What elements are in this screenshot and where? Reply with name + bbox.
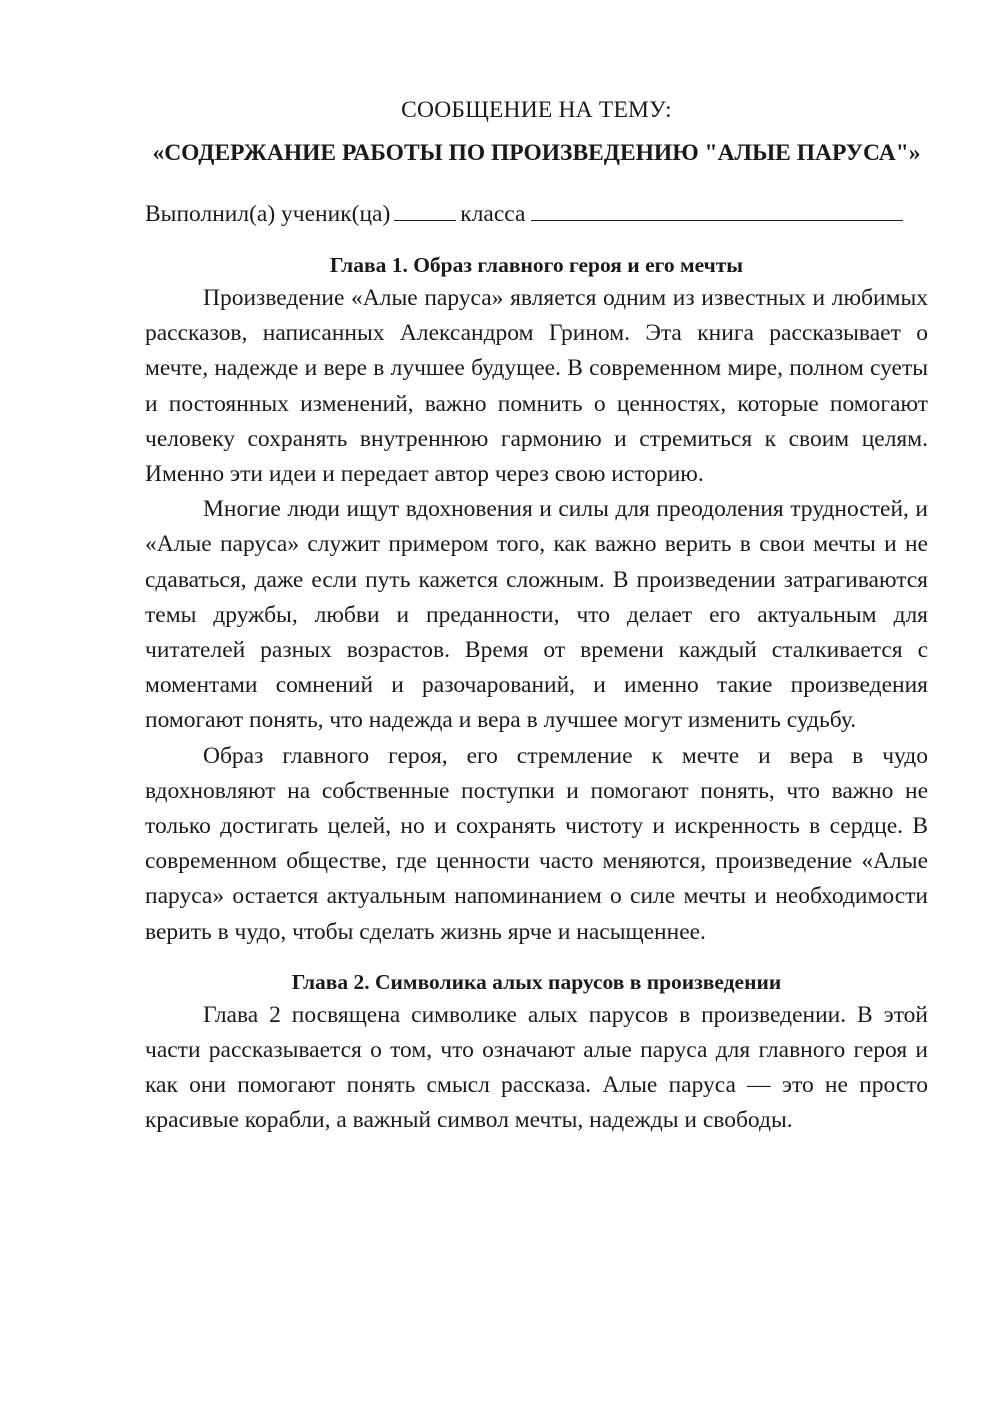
- class-word: класса: [460, 201, 526, 227]
- document-page: [145, 90, 928, 1139]
- chapter-1-heading: Глава 1. Образ главного героя и его мечты: [329, 253, 744, 277]
- topic-line: СООБЩЕНИЕ НА ТЕМУ:: [401, 97, 672, 123]
- chapter-2-heading: Глава 2. Символика алых парусов в произведении: [291, 969, 782, 994]
- chapter-2-paragraph-1: Глава 2 посвящена символике алых парусов в произведении. В этой части рассказывается о том, что означают алые паруса для главного героя и как они помогают понять смысл рассказа. Алые паруса — это не просто красивые корабли, а важный символ мечты, надежды и свободы.: [145, 1001, 928, 1134]
- author-prefix: Выполнил(а) ученик(ца): [145, 201, 391, 227]
- chapter-1-paragraph-1: Произведение «Алые паруса» является одним из известных и любимых рассказов, написанных Александром Грином. Эта книга рассказывает о мечте, надежде и вере в лучшее будущее. В современном мире, полном суеты и постоянных изменений, важно помнить о ценностях, которые помогают человеку сохранять внутреннюю гармонию и стремиться к своим целям. Именно эти идеи и передает автор через свою историю.: [145, 285, 928, 488]
- report-title: «СОДЕРЖАНИЕ РАБОТЫ ПО ПРОИЗВЕДЕНИЮ "АЛЫЕ ПАРУСА"»: [152, 140, 921, 166]
- author-line: [145, 196, 928, 231]
- grade-blank: [394, 196, 456, 221]
- chapter-1-paragraph-3: Образ главного героя, его стремление к мечте и вера в чудо вдохновляют на собственные поступки и помогают понять, что важно не только достигать целей, но и сохранять чистоту и искренность в сердце. В современном обществе, где ценности часто меняются, произведение «Алые паруса» остается актуальным напоминанием о силе мечты и необходимости верить в чудо, чтобы сделать жизнь ярче и насыщеннее.: [145, 742, 928, 945]
- name-blank: [531, 196, 903, 221]
- chapter-1-paragraph-2: Многие люди ищут вдохновения и силы для преодоления трудностей, и «Алые паруса» служит примером того, как важно верить в свои мечты и не сдаваться, даже если путь кажется сложным. В произведении затрагиваются темы дружбы, любви и преданности, что делает его актуальным для читателей разных возрастов. Время от времени каждый сталкивается с моментами сомнений и разочарований, и именно такие произведения помогают понять, что надежда и вера в лучшее могут изменить судьбу.: [145, 496, 928, 734]
